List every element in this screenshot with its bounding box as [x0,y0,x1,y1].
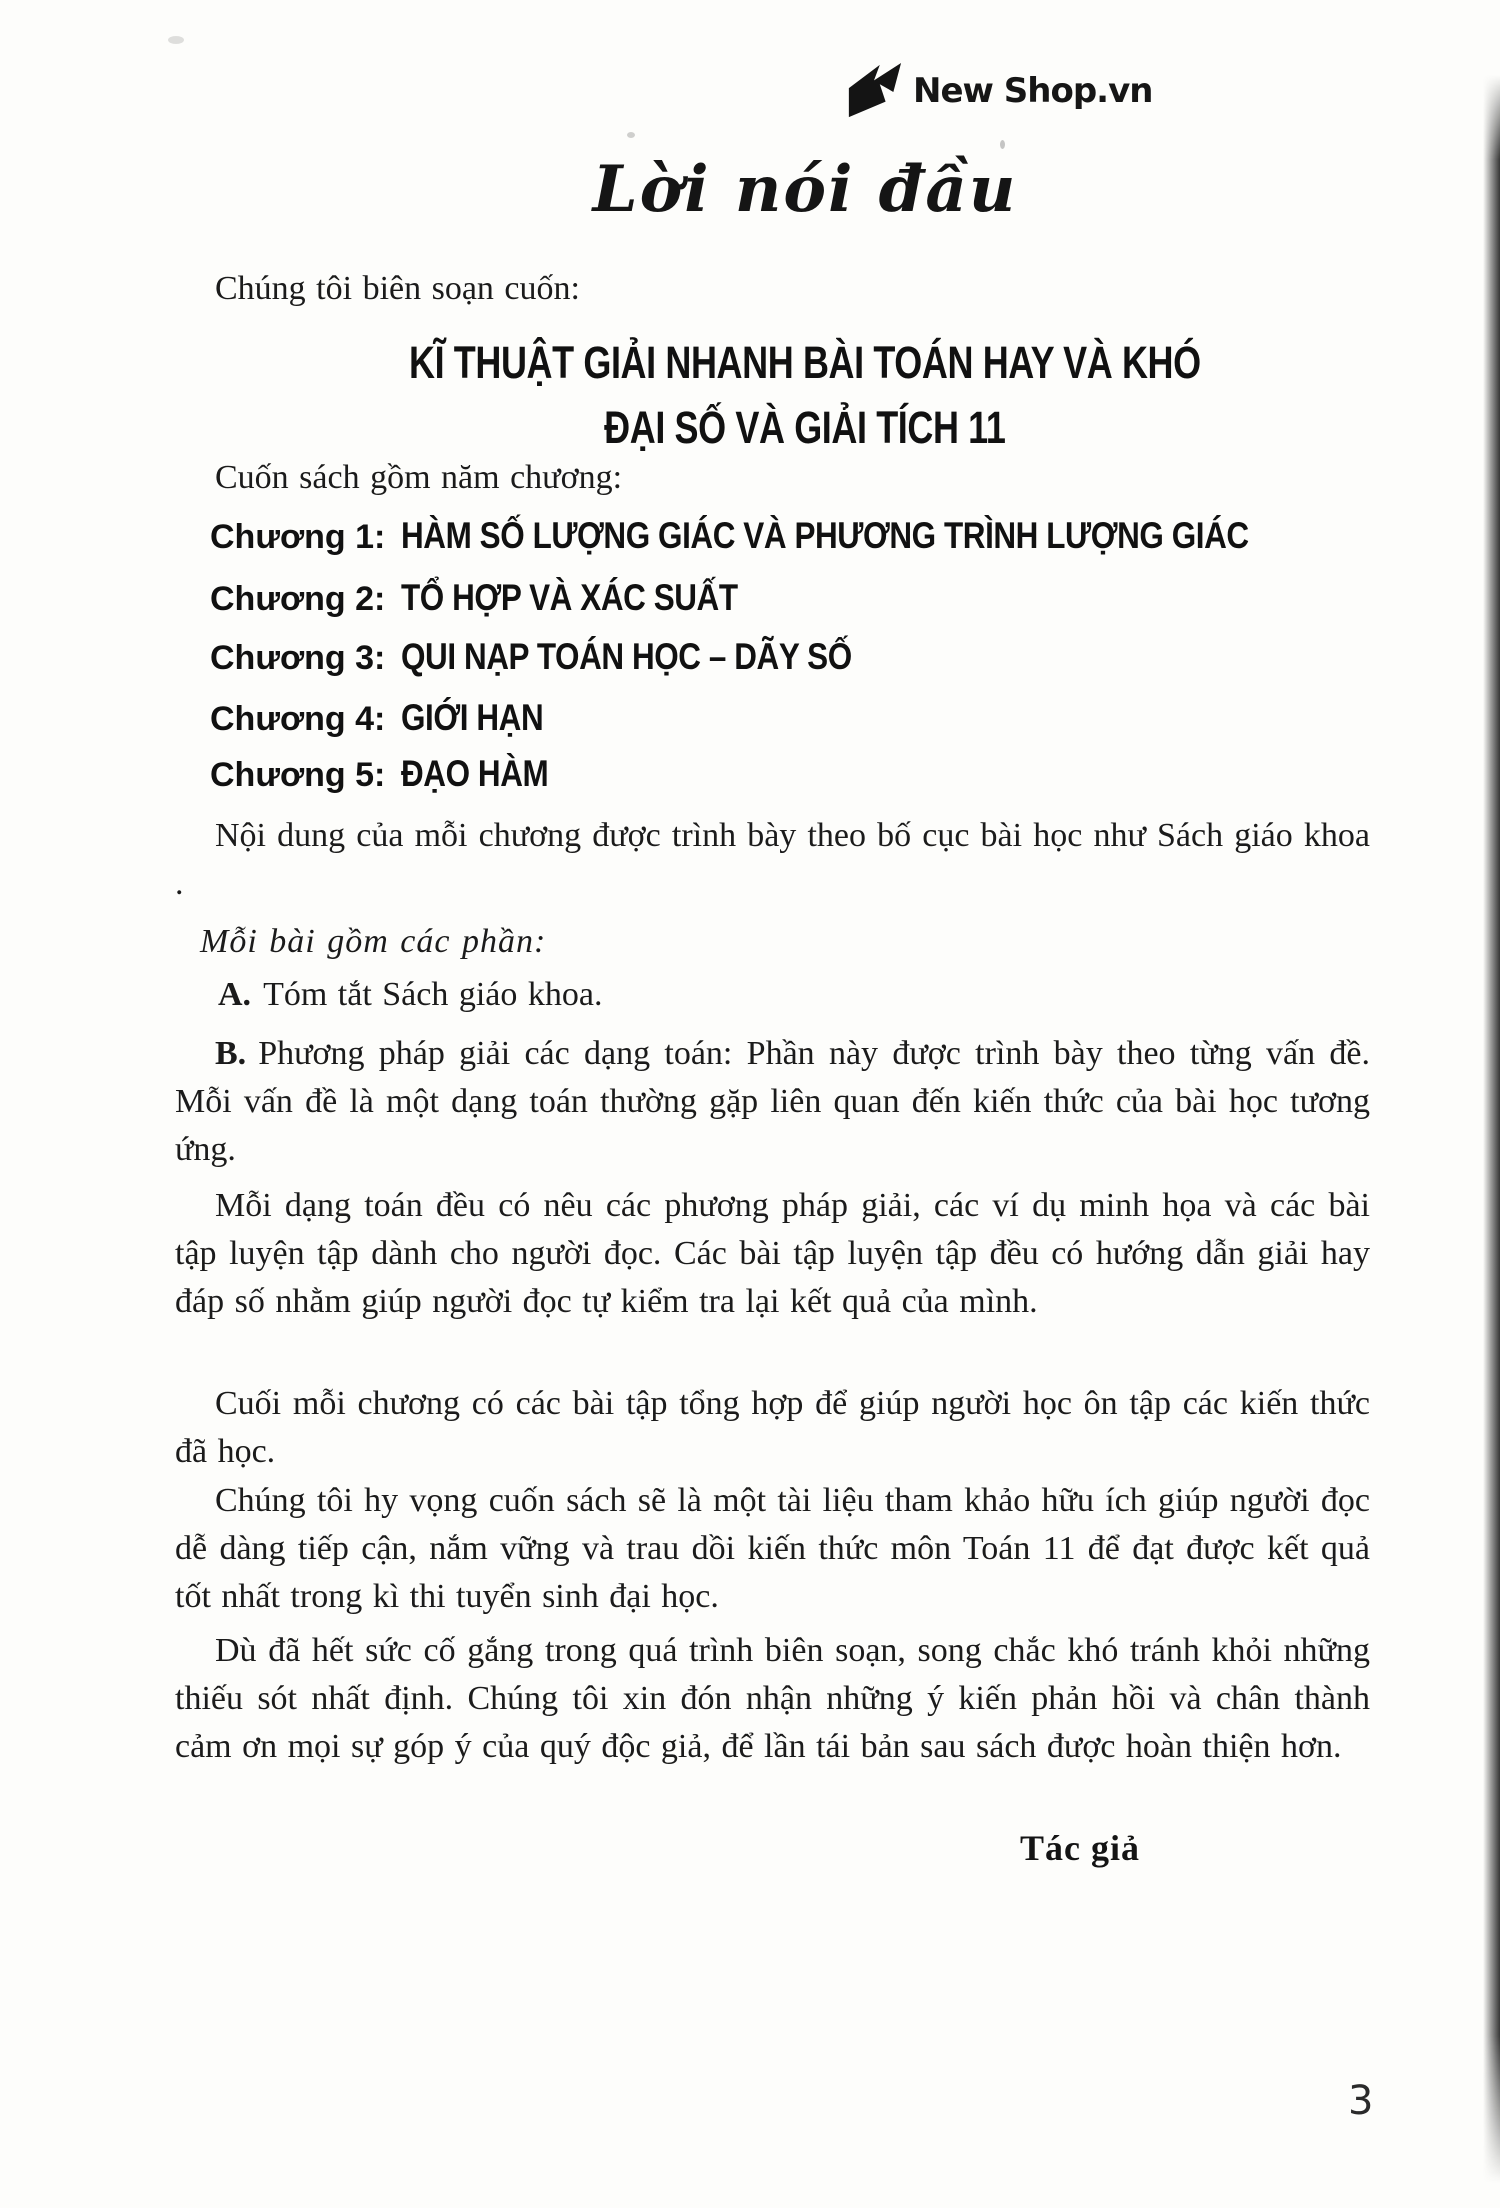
section-b-lead: B. [215,1035,247,1072]
chapter-label: Chương 4: [210,700,386,738]
page-number: 3 [1348,2078,1374,2124]
para-section-a [218,971,602,1019]
chapter-title: HÀM SỐ LƯỢNG GIÁC VÀ PHƯƠNG TRÌNH LƯỢNG GIÁC [401,515,1250,556]
chapter-row-2 [210,574,797,623]
scan-edge-shadow [1483,75,1500,2183]
scan-speck [1000,140,1005,149]
chapter-label: Chương 3: [210,639,386,677]
chapter-label: Chương 1: [210,518,386,556]
para-content-structure: Nội dung của mỗi chương được trình bày theo bố cục bài học như Sách giáo khoa . [175,817,1370,902]
chapter-row-1 [210,512,1399,561]
section-a-lead: A. [218,976,252,1013]
chapter-title: QUI NẠP TOÁN HỌC – DÃY SỐ [401,636,853,677]
para-apology: Dù đã hết sức cố gắng trong quá trình biên soạn, song chắc khó tránh khỏi những thiếu sót nhất định. Chúng tôi xin đón nhận những ý kiến phản hồi và chân thành cảm ơn mọi sự góp ý của quý độc giả, để lần tái bản sau sách được hoàn thiện hơn. [175,1632,1370,1765]
chapter-label: Chương 5: [210,756,386,794]
book-title-line1: KĨ THUẬT GIẢI NHANH BÀI TOÁN HAY VÀ KHÓ [409,337,1201,388]
chapter-title: ĐẠO HÀM [401,753,549,794]
chapters-intro-line: Cuốn sách gồm năm chương: [215,459,623,496]
scan-speck [168,36,184,44]
scan-speck [627,132,635,138]
newshop-brand-text: New Shop.vn [913,71,1153,111]
chapter-row-5 [210,750,575,799]
newshop-logo [845,58,1152,124]
chapter-title: TỔ HỢP VÀ XÁC SUẤT [401,577,738,618]
para-hope: Chúng tôi hy vọng cuốn sách sẽ là một tài liệu tham khảo hữu ích giúp người đọc dễ dàng tiếp cận, nắm vững và trau dồi kiến thức môn Toán 11 để đạt được kết quả tốt nhất trong kì thi tuyển sinh đại học. [175,1482,1370,1615]
para-chapter-review: Cuối mỗi chương có các bài tập tổng hợp để giúp người học ôn tập các kiến thức đã học. [175,1385,1370,1470]
chapter-row-3 [210,633,932,682]
book-title-line2: ĐẠI SỐ VÀ GIẢI TÍCH 11 [604,402,1006,453]
intro-line: Chúng tôi biên soạn cuốn: [215,270,580,307]
para-section-b [175,1030,1370,1174]
chapter-row-4 [210,694,569,743]
preface-script-title: Lời nói đầu [592,152,1018,227]
newshop-arrow-icon [845,58,903,124]
section-b-text: Phương pháp giải các dạng toán: Phần này được trình bày theo từng vấn đề. Mỗi vấn đề là một dạng toán thường gặp liên quan đến kiến thức của bài học tương ứng. [175,1035,1370,1168]
author-signature: Tác giả [1020,1828,1140,1868]
section-a-text: Tóm tắt Sách giáo khoa. [263,976,603,1013]
chapter-label: Chương 2: [210,580,386,618]
para-sections-intro: Mỗi bài gồm các phần: [200,923,547,960]
para-method-detail: Mỗi dạng toán đều có nêu các phương pháp giải, các ví dụ minh họa và các bài tập luyện tập dành cho người đọc. Các bài tập luyện tập đều có hướng dẫn giải hay đáp số nhằm giúp người đọc tự kiểm tra lại kết quả của mình. [175,1187,1370,1320]
chapter-title: GIỚI HẠN [401,697,544,738]
